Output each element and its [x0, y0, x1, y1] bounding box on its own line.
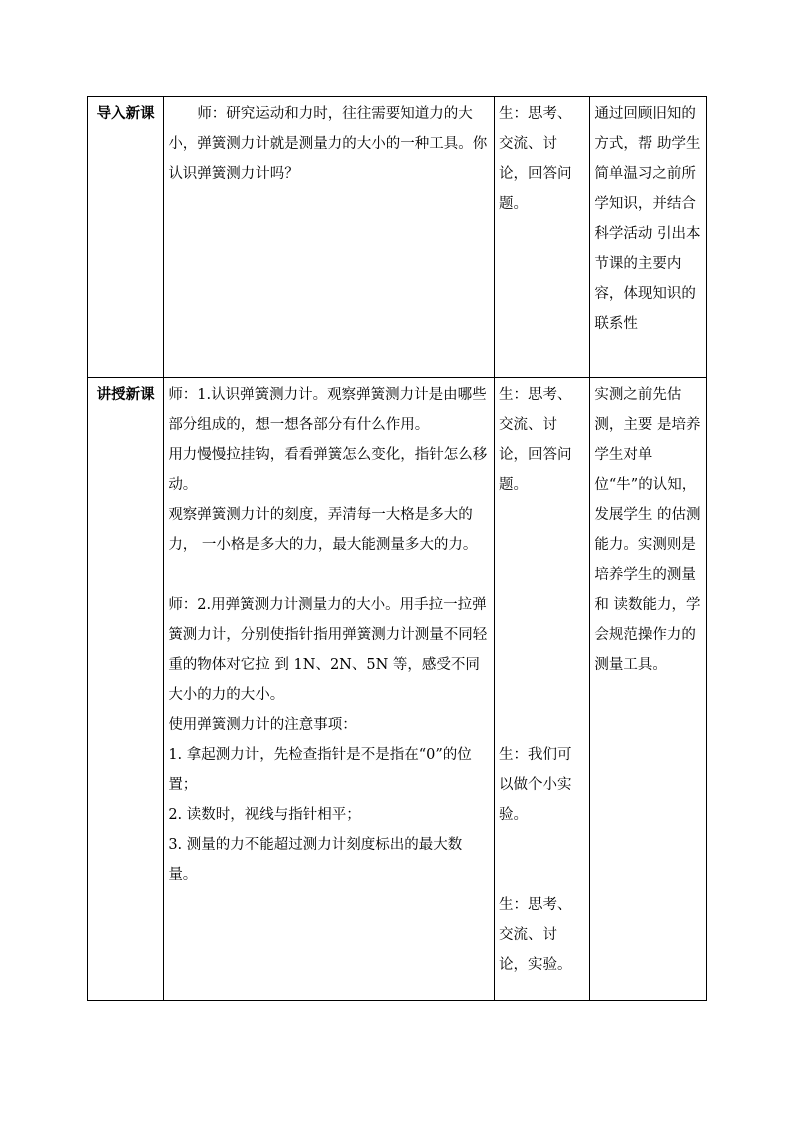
stage-cell: 导入新课 [88, 97, 164, 378]
student-paragraph: 生：我们可以做个小实验。 [499, 747, 572, 823]
student-activity-cell [495, 97, 590, 378]
intent-paragraph: 实测之前先估测，主要 是培养学生对单位“牛”的认知，发展学生 的估测能力。实测则是培养学生的测量和 读数能力，学会规范操作力的测量工具。 [594, 387, 701, 673]
student-paragraph: 生：思考、交流、讨论，实验。 [499, 897, 572, 973]
teacher-paragraph: 师：2.用弹簧测力计测量力的大小。用手拉一拉弹簧测力计，分别使指针指用弹簧测力计测量不同轻重的物体对它拉 到 1N、2N、5N 等，感受不同大小的力的大小。 [168, 597, 488, 703]
teacher-activity-cell [164, 97, 495, 378]
design-intent-cell [590, 97, 707, 378]
paragraph-spacer [499, 830, 585, 890]
table-row [88, 97, 707, 378]
student-paragraph: 生：思考、交流、讨论，回答问题。 [499, 387, 572, 493]
table-row [88, 378, 707, 1001]
stage-cell: 讲授新课 [88, 378, 164, 1001]
paragraph-spacer [168, 560, 490, 590]
intent-paragraph: 通过回顾旧知的方式，帮 助学生简单温习之前所 学知识，并结合科学活动 引出本节课的主要内容，体现知识的联系性 [594, 106, 701, 332]
student-paragraph: 生：思考、交流、讨论，回答问题。 [499, 106, 572, 212]
teacher-paragraph: 观察弹簧测力计的刻度，弄清每一大格是多大的力， 一小格是多大的力，最大能测量多大的力。 [168, 507, 478, 553]
teacher-paragraph: 师：研究运动和力时，往往需要知道力的大小，弹簧测力计就是测量力的大小的一种工具。你认识弹簧测力计吗？ [168, 106, 488, 182]
teacher-paragraph: 师：1.认识弹簧测力计。观察弹簧测力计是由哪些部分组成的，想一想各部分有什么作用。 [168, 387, 487, 433]
student-activity-cell [495, 378, 590, 1001]
lesson-plan-table [87, 96, 707, 1001]
teacher-paragraph: 用力慢慢拉挂钩，看看弹簧怎么变化，指针怎么移动。 [168, 447, 488, 493]
teacher-paragraph: 1. 拿起测力计，先检查指针是不是指在“0”的位置； [168, 747, 472, 793]
paragraph-spacer [499, 500, 585, 740]
design-intent-cell [590, 378, 707, 1001]
teacher-paragraph: 使用弹簧测力计的注意事项： [168, 717, 357, 733]
teacher-activity-cell [164, 378, 495, 1001]
teacher-paragraph: 3. 测量的力不能超过测力计刻度标出的最大数量。 [168, 837, 463, 883]
teacher-paragraph: 2. 读数时，视线与指针相平； [168, 807, 361, 823]
